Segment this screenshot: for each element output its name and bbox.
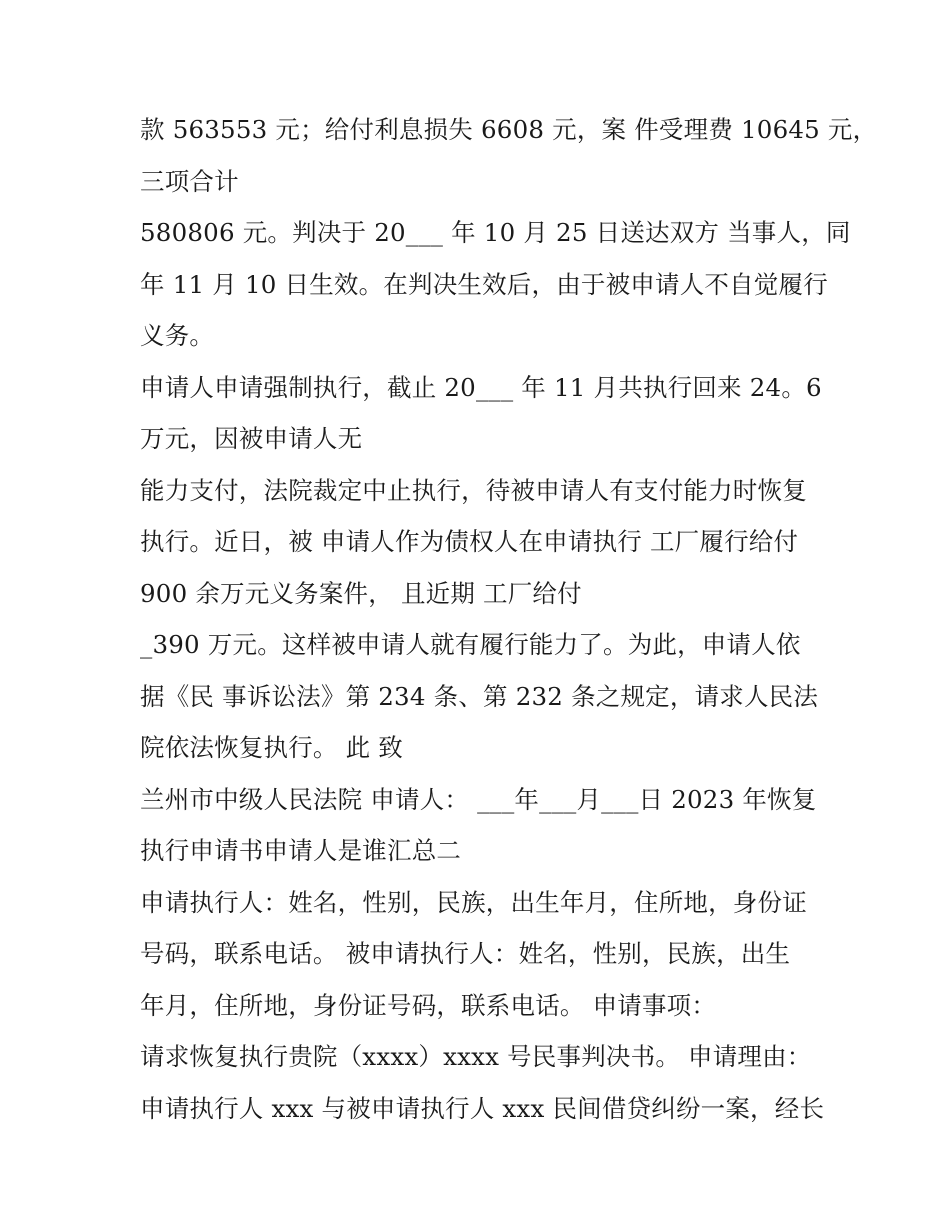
text-line: 900 余万元义务案件， 且近期 工厂给付	[140, 578, 582, 608]
text-line: 款 563553 元；给付利息损失 6608 元，案 件受理费 10645 元，	[140, 115, 878, 144]
text-line: 申请人申请强制执行，截止 20___ 年 11 月共执行回来 24。6	[140, 372, 822, 402]
text-line: 据《民 事诉讼法》第 234 条、第 232 条之规定，请求人民法	[140, 681, 819, 711]
text-line: 兰州市中级人民法院 申请人： ___年___月___日 2023 年恢复	[140, 784, 817, 814]
document-body	[140, 104, 878, 1134]
text-line: 院依法恢复执行。 此 致	[140, 733, 403, 762]
text-line: 三项合计	[140, 166, 239, 196]
text-line: _390 万元。这样被申请人就有履行能力了。为此，申请人依	[140, 630, 801, 659]
text-line: 执行。近日，被 申请人作为债权人在申请执行 工厂履行给付	[140, 527, 799, 556]
text-line: 请求恢复执行贵院（xxxx）xxxx 号民事判决书。 申请理由：	[140, 1042, 812, 1071]
text-line: 年 11 月 10 日生效。在判决生效后，由于被申请人不自觉履行	[140, 269, 828, 299]
text-line: 号码，联系电话。 被申请执行人：姓名，性别，民族，出生	[140, 939, 791, 968]
text-line: 执行申请书申请人是谁汇总二	[140, 836, 462, 865]
text-line: 580806 元。判决于 20___ 年 10 月 25 日送达双方 当事人，同	[140, 218, 851, 247]
text-line: 年月，住所地，身份证号码，联系电话。 申请事项：	[140, 990, 717, 1020]
text-line: 能力支付，法院裁定中止执行，待被申请人有支付能力时恢复	[140, 475, 807, 505]
text-line: 万元，因被申请人无	[140, 424, 363, 453]
text-line: 申请执行人：姓名，性别，民族，出生年月，住所地，身份证	[140, 887, 807, 917]
text-line: 申请执行人 xxx 与被申请执行人 xxx 民间借贷纠纷一案，经长	[140, 1093, 825, 1123]
text-line: 义务。	[140, 321, 215, 350]
